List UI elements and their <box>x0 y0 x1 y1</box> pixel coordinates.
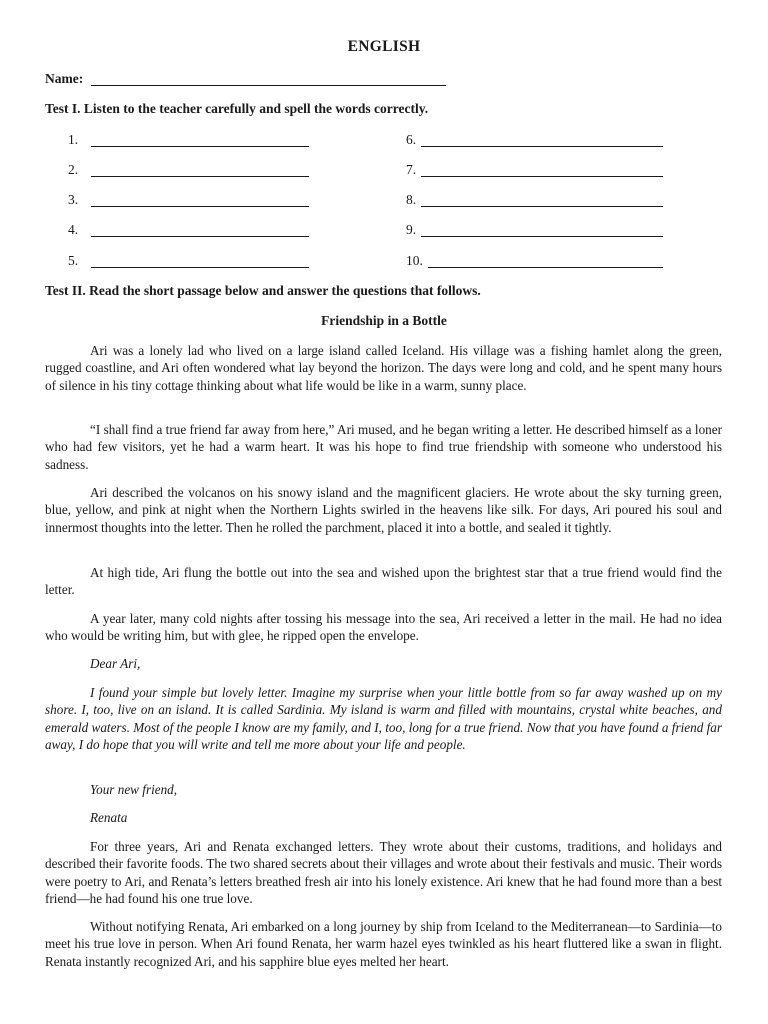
answer-blank-2[interactable] <box>91 176 309 177</box>
item-number-8: 8. <box>406 192 417 207</box>
answer-blank-4[interactable] <box>91 236 309 237</box>
item-number-1: 1. <box>68 132 79 147</box>
letter-closing: Your new friend, <box>90 782 178 797</box>
item-number-4: 4. <box>68 222 79 237</box>
answer-blank-8[interactable] <box>421 206 663 207</box>
test1-instruction: Test I. Listen to the teacher carefully and spell the words correctly. <box>45 101 429 116</box>
item-number-2: 2. <box>68 162 79 177</box>
story-title: Friendship in a Bottle <box>321 313 447 328</box>
answer-blank-6[interactable] <box>421 146 663 147</box>
item-number-10: 10. <box>406 253 423 268</box>
answer-blank-1[interactable] <box>91 146 309 147</box>
answer-blank-7[interactable] <box>421 176 663 177</box>
name-label: Name: <box>45 71 84 86</box>
item-number-9: 9. <box>406 222 417 237</box>
item-number-3: 3. <box>68 192 79 207</box>
story-paragraph-2: “I shall find a true friend far away from here,” Ari mused, and he began writing a letter. He described himself as a loner who had few visitors, yet he had a warm heart. It was his hope to find true friendship with someone who understood his sadness. <box>45 422 722 472</box>
name-field-line[interactable] <box>91 85 446 86</box>
story-paragraph-7: Without notifying Renata, Ari embarked on a long journey by ship from Iceland to the Mediterranean—to Sardinia—to meet his true love in person. When Ari found Renata, her warm hazel eyes twinkled as his heart fluttered like a swan in flight. Renata instantly recognized Ari, and his sapphire blue eyes melted her heart. <box>45 919 722 969</box>
test2-instruction: Test II. Read the short passage below and answer the questions that follows. <box>45 283 481 298</box>
answer-blank-3[interactable] <box>91 206 309 207</box>
story-paragraph-3: Ari described the volcanos on his snowy island and the magnificent glaciers. He wrote about the sky turning green, blue, yellow, and pink at night when the Northern Lights swirled in the heavens like silk. For days, Ari poured his soul and innermost thoughts into the letter. Then he rolled the parchment, placed it into a bottle, and sealed it tightly. <box>45 485 722 535</box>
story-paragraph-1: Ari was a lonely lad who lived on a large island called Iceland. His village was a fishing hamlet along the green, rugged coastline, and Ari often wondered what lay beyond the horizon. The days were long and cold, and he spent many hours of silence in his tiny cottage thinking about what life would be like in a warm, sunny place. <box>45 343 722 393</box>
item-number-6: 6. <box>406 132 417 147</box>
letter-body: I found your simple but lovely letter. Imagine my surprise when your little bottle from so far away washed up on my shore. I, too, live on an island. It is called Sardinia. My island is warm and filled with mountains, crystal white beaches, and emerald waters. Most of the people I know are my family, and I, too, long for a true friend. Now that you have found a friend far away, I do hope that you will write and tell me more about your life and people. <box>45 685 722 753</box>
worksheet-title: ENGLISH <box>347 38 421 55</box>
story-paragraph-6: For three years, Ari and Renata exchanged letters. They wrote about their customs, traditions, and holidays and described their favorite foods. The two shared secrets about their villages and wrote about their festivals and music. Their words were poetry to Ari, and Renata’s letters breathed fresh air into his lonely existence. Ari knew that he had found more than a best friend—he had found his one true love. <box>45 839 722 907</box>
letter-salutation: Dear Ari, <box>90 656 141 671</box>
item-number-7: 7. <box>406 162 417 177</box>
item-number-5: 5. <box>68 253 79 268</box>
answer-blank-5[interactable] <box>91 267 309 268</box>
answer-blank-10[interactable] <box>428 267 663 268</box>
story-paragraph-5: A year later, many cold nights after tossing his message into the sea, Ari received a letter in the mail. He had no idea who would be writing him, but with glee, he ripped open the envelope. <box>45 611 722 644</box>
letter-signature: Renata <box>90 810 128 825</box>
answer-blank-9[interactable] <box>421 236 663 237</box>
story-paragraph-4: At high tide, Ari flung the bottle out into the sea and wished upon the brightest star that a true friend would find the letter. <box>45 565 722 598</box>
